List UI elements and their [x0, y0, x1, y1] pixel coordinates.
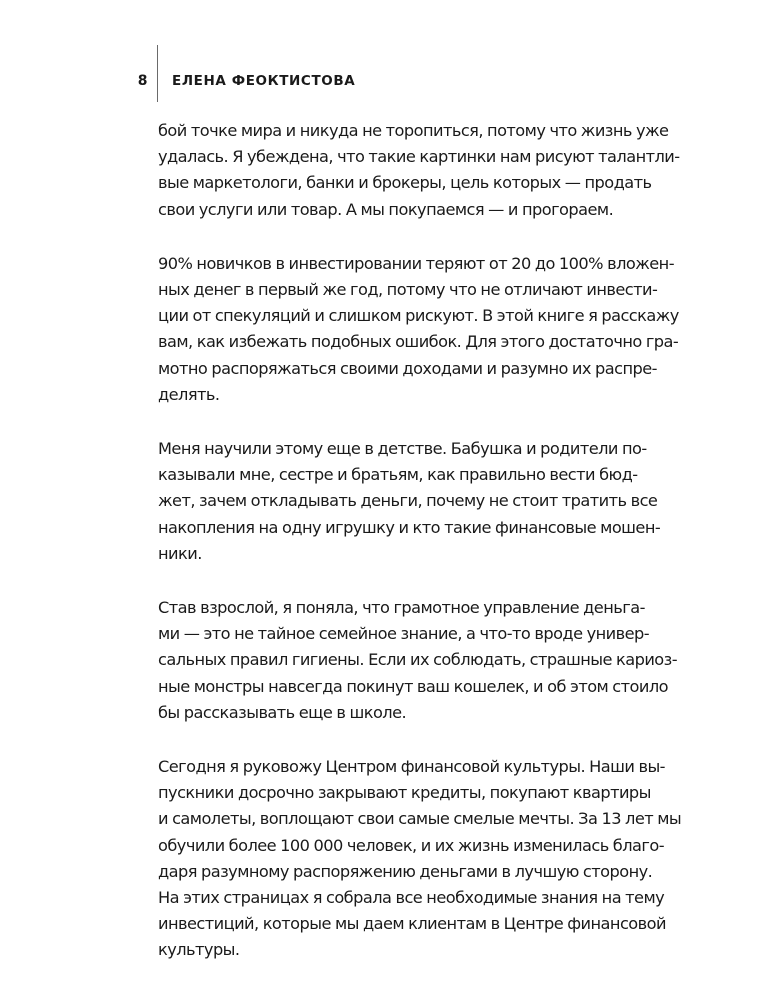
text-line: культуры.: [158, 940, 240, 960]
text-line: ции от спекуляций и слишком рискуют. В этой книге я расскажу: [158, 306, 679, 326]
paragraph-1: [158, 118, 680, 223]
text-line: ные монстры навсегда покинут ваш кошелек, и об этом стоило: [158, 676, 669, 696]
text-line: ми — это не тайное семейное знание, а что-то вроде универ-: [158, 624, 650, 644]
text-line: свои услуги или товар. А мы покупаемся — и прогораем.: [158, 199, 614, 219]
text-line: мотно распоряжаться своими доходами и разумно их распре-: [158, 358, 657, 378]
text-line: казывали мне, сестре и братьям, как правильно вести бюд-: [158, 465, 638, 485]
text-line: ных денег в первый же год, потому что не отличают инвести-: [158, 280, 658, 300]
text-line: вам, как избежать подобных ошибок. Для этого достаточно гра-: [158, 332, 679, 352]
text-line: Меня научили этому еще в детстве. Бабушка и родители по-: [158, 439, 647, 459]
running-head: [0, 0, 759, 100]
text-line: накопления на одну игрушку и кто такие финансовые мошен-: [158, 517, 661, 537]
paragraph-4: [158, 595, 678, 726]
text-line: удалась. Я убеждена, что такие картинки нам рисуют талантли-: [158, 147, 680, 167]
text-line: даря разумному распоряжению деньгами в лучшую сторону.: [158, 861, 653, 881]
text-line: На этих страницах я собрала все необходимые знания на тему: [158, 888, 665, 908]
page-number: 8: [137, 73, 148, 89]
text-line: бы рассказывать еще в школе.: [158, 702, 407, 722]
text-line: сальных правил гигиены. Если их соблюдать, страшные кариоз-: [158, 650, 678, 670]
text-line: и самолеты, воплощают свои самые смелые мечты. За 13 лет мы: [158, 809, 682, 829]
text-line: 90% новичков в инвестировании теряют от 20 до 100% вложен-: [158, 253, 674, 273]
text-line: Сегодня я руковожу Центром финансовой культуры. Наши вы-: [158, 757, 665, 777]
text-line: ники.: [158, 543, 202, 563]
text-line: пускники досрочно закрывают кредиты, покупают квартиры: [158, 783, 651, 803]
body-text: [158, 118, 682, 992]
text-line: обучили более 100 000 человек, и их жизнь изменилась благо-: [158, 835, 664, 855]
header-divider: [157, 45, 158, 102]
author-name: ЕЛЕНА ФЕОКТИСТОВА: [172, 73, 356, 89]
text-line: бой точке мира и никуда не торопиться, потому что жизнь уже: [158, 121, 669, 140]
text-line: делять.: [158, 384, 220, 404]
text-line: жет, зачем откладывать деньги, почему не стоит тратить все: [158, 491, 658, 511]
text-line: инвестиций, которые мы даем клиентам в Центре финансовой: [158, 914, 666, 934]
text-line: Став взрослой, я поняла, что грамотное управление деньга-: [158, 598, 645, 618]
paragraph-5: [158, 754, 682, 964]
paragraph-3: [158, 436, 661, 567]
text-line: вые маркетологи, банки и брокеры, цель которых — продать: [158, 173, 652, 193]
paragraph-2: [158, 251, 679, 408]
